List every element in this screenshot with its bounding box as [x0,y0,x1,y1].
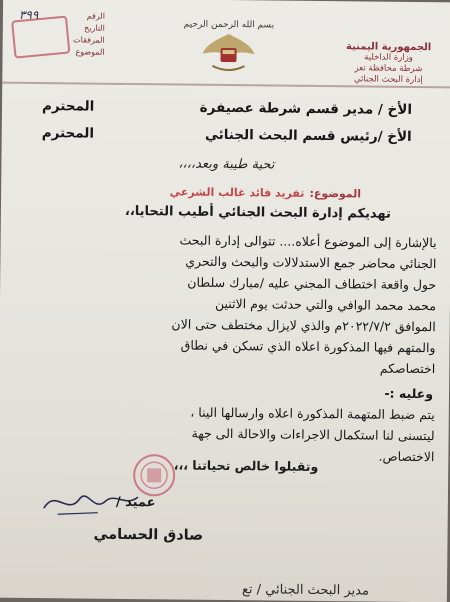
basmala: بسم الله الرحمن الرحيم [183,19,275,31]
greeting: تحية طيبة وبعد،،،، [178,156,275,173]
ref-date-label: التاريخ [84,23,105,33]
closing-line: وتقبلوا خالص تحياتنا ،،، [173,457,319,474]
recipient-1-suffix: المحترم [41,98,95,115]
body-line: الموافق ٢٠٢٢/٧/٢م والذي لايزال مختطف حتى الان [171,316,436,335]
body-line: محمد محمد الوافي والتي حدثت يوم الاثنين [214,295,437,314]
subject-value: تفريد فائد غالب الشرعي [169,185,305,200]
body-line: بالإشارة إلى الموضوع أعلاه.... تتوالى إدارة البحث [179,232,437,251]
subject-label: الموضوع: [309,186,362,201]
body-line: والمتهم فيها المذكورة اعلاه الذي تسكن في نطاق [180,337,436,356]
body-line: الجنائي محاضر جمع الاستدلالات والبحث والتحري [185,253,437,272]
subject-line [170,180,362,201]
body-line: اختصاصكم [379,360,436,377]
recipient-2-suffix: المحترم [41,125,95,142]
letterhead-line-2: وزارة الداخلية [364,52,413,63]
signature-rank: عميد / [115,494,156,511]
signature-name: صادق الحسامي [93,526,204,544]
request-line: الاختصاص. [378,448,435,465]
ref-subject-label: الموضوع [75,47,105,57]
request-line: ليتسنى لنا استكمال الاجراءات والاحالة الى جهة [191,425,435,444]
letterhead-line-1: الجمهورية اليمنية [345,41,432,54]
request-line: يتم ضبط المتهمة المذكورة اعلاه وارسالها الينا ، [190,404,435,423]
handwritten-number: ٣٩٩ [18,7,39,23]
letterhead-line-4: إدارة البحث الجنائي [353,74,423,86]
body-line: حول واقعة اختطاف المجني عليه /مبارك سلطان [187,274,437,293]
recipient-1: الأخ / مدير قسم شرطة عصيفرة [199,99,413,118]
intro-title: تهديكم إدارة البحث الجنائي أطيب التحايا،، [124,203,391,222]
republic-emblem-icon [198,30,258,75]
body-paragraph [15,228,437,379]
letterhead-right [338,41,438,86]
ref-attachments-label: المرفقات [73,35,105,45]
ref-number-label: الرقم [86,11,106,21]
recipient-2: الأخ /رئيس قسم البحث الجنائي [204,126,412,145]
footer-text: مدير البحث الجنائي / تع [241,582,370,599]
letterhead-line-3: شرطة محافظة تعز [354,63,423,75]
therefore-label: وعليه :- [384,385,434,402]
stamp-mark [11,16,70,59]
